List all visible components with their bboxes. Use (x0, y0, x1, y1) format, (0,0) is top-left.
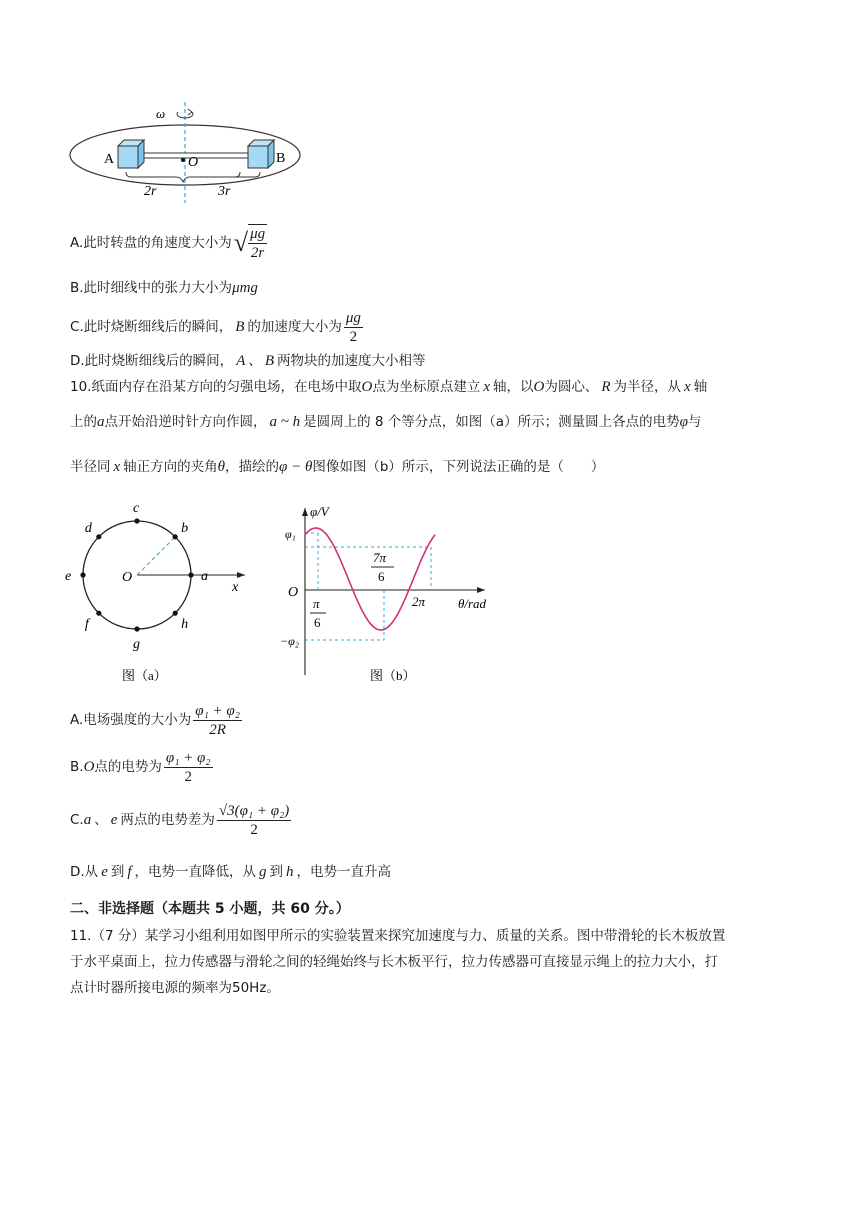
circle-point-c (134, 518, 139, 523)
label-b: B (276, 151, 286, 166)
tick-pi6-num: π (313, 596, 320, 611)
omega-label: ω (156, 106, 166, 121)
point-label-b: b (181, 520, 189, 536)
q11-line3: 点计时器所接电源的频率为50Hz。 (70, 980, 280, 996)
tick-7pi6-den: 6 (378, 569, 385, 584)
circle-point-h (173, 611, 178, 616)
tick-7pi6-num: 7π (373, 550, 387, 565)
figure-b-graph (280, 500, 500, 690)
section-heading: 二、非选择题（本题共 5 小题，共 60 分。） (70, 901, 350, 917)
x-axis-label: x (232, 580, 239, 595)
point-label-e: e (65, 569, 72, 584)
phi-theta-curve (305, 528, 435, 630)
label-a: A (104, 152, 115, 167)
option-10a: A.电场强度的大小为 $\frac{\text{φ₁ + φ₂}}{2R}$ (70, 702, 240, 738)
option-9d: D.此时烧断细线后的瞬间， A 、 B 两物块的加速度大小相等 (70, 353, 426, 369)
origin-label-b: O (288, 585, 299, 600)
point-label-f: f (84, 617, 89, 633)
circle-point-d (96, 534, 101, 539)
tick-pi6-den: 6 (314, 615, 321, 630)
len-left: 2r (144, 184, 157, 199)
turntable-figure (68, 100, 308, 205)
option-10d: D.从 e 到 f ，电势一直降低，从 g 到 h ，电势一直升高 (70, 864, 392, 880)
circle-point-f (96, 611, 101, 616)
len-right: 3r (218, 184, 231, 199)
label-o: O (188, 155, 199, 170)
circle-point-a (188, 572, 193, 577)
point-label-a: a (201, 569, 208, 584)
y-axis-label: φ/V (310, 504, 329, 519)
phi1-label: φ₁ (285, 527, 296, 541)
block-a (118, 140, 144, 168)
point-label-g: g (133, 637, 140, 652)
q11-line2: 于水平桌面上，拉力传感器与滑轮之间的轻绳始终与长木板平行，拉力传感器可直接显示绳上的拉力大小，打 (70, 954, 718, 970)
point-label-c: c (133, 501, 140, 516)
option-9c: C.此时烧断细线后的瞬间， B 的加速度大小为 $\frac{\mu g}{2}$ (70, 309, 361, 345)
x-axis-label-b: θ/rad (458, 596, 487, 611)
caption-a: 图（a） (122, 668, 167, 683)
circle-point-e (80, 572, 85, 577)
circle-point-b (173, 534, 178, 539)
figure-a-circle (60, 495, 260, 690)
origin-label: O (122, 570, 133, 585)
point-label-h: h (181, 617, 189, 633)
option-9a: A.此时转盘的角速度大小为 √ $\frac{\mu g}{2r}$ (70, 226, 266, 261)
q11-line1: 11.（7 分）某学习小组利用如图甲所示的实验装置来探究加速度与力、质量的关系。图中带滑轮的长木板放置 (70, 928, 726, 944)
block-b (248, 140, 274, 168)
point-label-d: d (84, 520, 92, 536)
option-10c: C. a 、 e 两点的电势差为 $\frac{\text{√3(φ₁ + φ₂)}}{2}$ (70, 802, 290, 838)
q11-paragraph (70, 923, 795, 1001)
option-10b: B. O 点的电势为 $\frac{\text{φ₁ + φ₂}}{2}$ (70, 749, 211, 785)
option-9b: B.此时细线中的张力大小为μmg (70, 280, 258, 296)
q10-line1: 10.纸面内存在沿某方向的匀强电场，在电场中取O点为坐标原点建立 x 轴，以O为圆心、 R 为半径，从 x 轴 (70, 379, 708, 395)
q10-line3: 半径同 x 轴正方向的夹角θ，描绘的φ − θ图像如图（b）所示，下列说法正确的是（ ） (70, 459, 605, 475)
caption-b: 图（b） (370, 668, 416, 683)
tick-2pi: 2π (412, 594, 426, 609)
circle-point-g (134, 626, 139, 631)
q10-line2: 上的a点开始沿逆时针方向作圆， a ~ h 是圆周上的 8 个等分点，如图（a）所示；测量圆上各点的电势φ与 (70, 414, 702, 430)
neg-phi2-label: −φ₂ (280, 634, 299, 648)
